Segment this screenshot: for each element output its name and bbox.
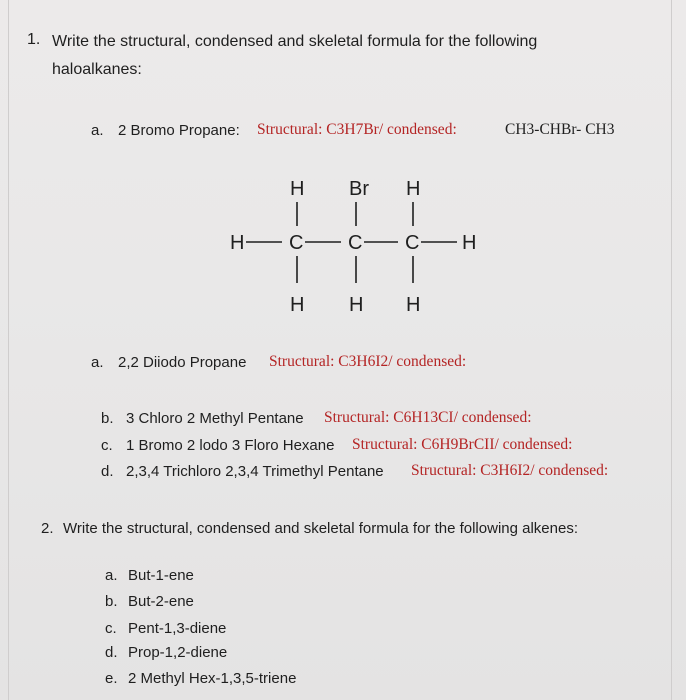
q1a-name: 2 Bromo Propane:: [118, 122, 240, 139]
q1-number: 1.: [27, 31, 41, 48]
q1a-marker: a.: [91, 122, 104, 139]
item-name: 2,2 Diiodo Propane: [118, 354, 247, 371]
q2-heading: Write the structural, condensed and skeletal formula for the following alkenes:: [63, 520, 578, 537]
item-marker: c.: [101, 437, 113, 454]
atom-h-bottom-2: H: [349, 294, 364, 316]
alkene-name: Pent-1,3-diene: [128, 620, 227, 637]
item-answer: Structural: C3H6I2/ condensed:: [269, 353, 467, 370]
atom-c2: C: [348, 232, 363, 254]
atom-h-right: H: [462, 232, 477, 254]
alkene-marker: e.: [105, 670, 118, 687]
atom-h-bottom-1: H: [290, 294, 305, 316]
alkene-marker: b.: [105, 593, 118, 610]
atom-h-left: H: [230, 232, 245, 254]
item-marker: a.: [91, 354, 104, 371]
alkene-marker: d.: [105, 644, 118, 661]
item-marker: b.: [101, 410, 114, 427]
item-answer: Structural: C6H13CI/ condensed:: [324, 409, 532, 426]
item-answer: Structural: C3H6I2/ condensed:: [411, 462, 609, 479]
q2-number: 2.: [41, 520, 54, 537]
q1-heading-line1: Write the structural, condensed and skeletal formula for the following: [52, 33, 538, 50]
atom-br-top: Br: [349, 178, 369, 200]
item-name: 2,3,4 Trichloro 2,3,4 Trimethyl Pentane: [126, 463, 384, 480]
alkene-name: 2 Methyl Hex-1,3,5-triene: [128, 670, 297, 687]
item-name: 1 Bromo 2 lodo 3 Floro Hexane: [126, 437, 335, 454]
alkene-name: But-2-ene: [128, 593, 194, 610]
q1a-answer-structural: Structural: C3H7Br/ condensed:: [257, 121, 457, 138]
atom-h-top-1: H: [290, 178, 305, 200]
q1a-answer-condensed: CH3-CHBr- CH3: [505, 121, 615, 138]
alkene-name: Prop-1,2-diene: [128, 644, 228, 661]
item-marker: d.: [101, 463, 114, 480]
item-answer: Structural: C6H9BrCII/ condensed:: [352, 436, 573, 453]
atom-c1: C: [289, 232, 304, 254]
alkene-name: But-1-ene: [128, 567, 194, 584]
alkene-marker: a.: [105, 567, 118, 584]
atom-h-bottom-3: H: [406, 294, 421, 316]
alkene-marker: c.: [105, 620, 117, 637]
q1-heading-line2: haloalkanes:: [52, 61, 142, 78]
atom-c3: C: [405, 232, 420, 254]
item-name: 3 Chloro 2 Methyl Pentane: [126, 410, 304, 427]
atom-h-top-3: H: [406, 178, 421, 200]
